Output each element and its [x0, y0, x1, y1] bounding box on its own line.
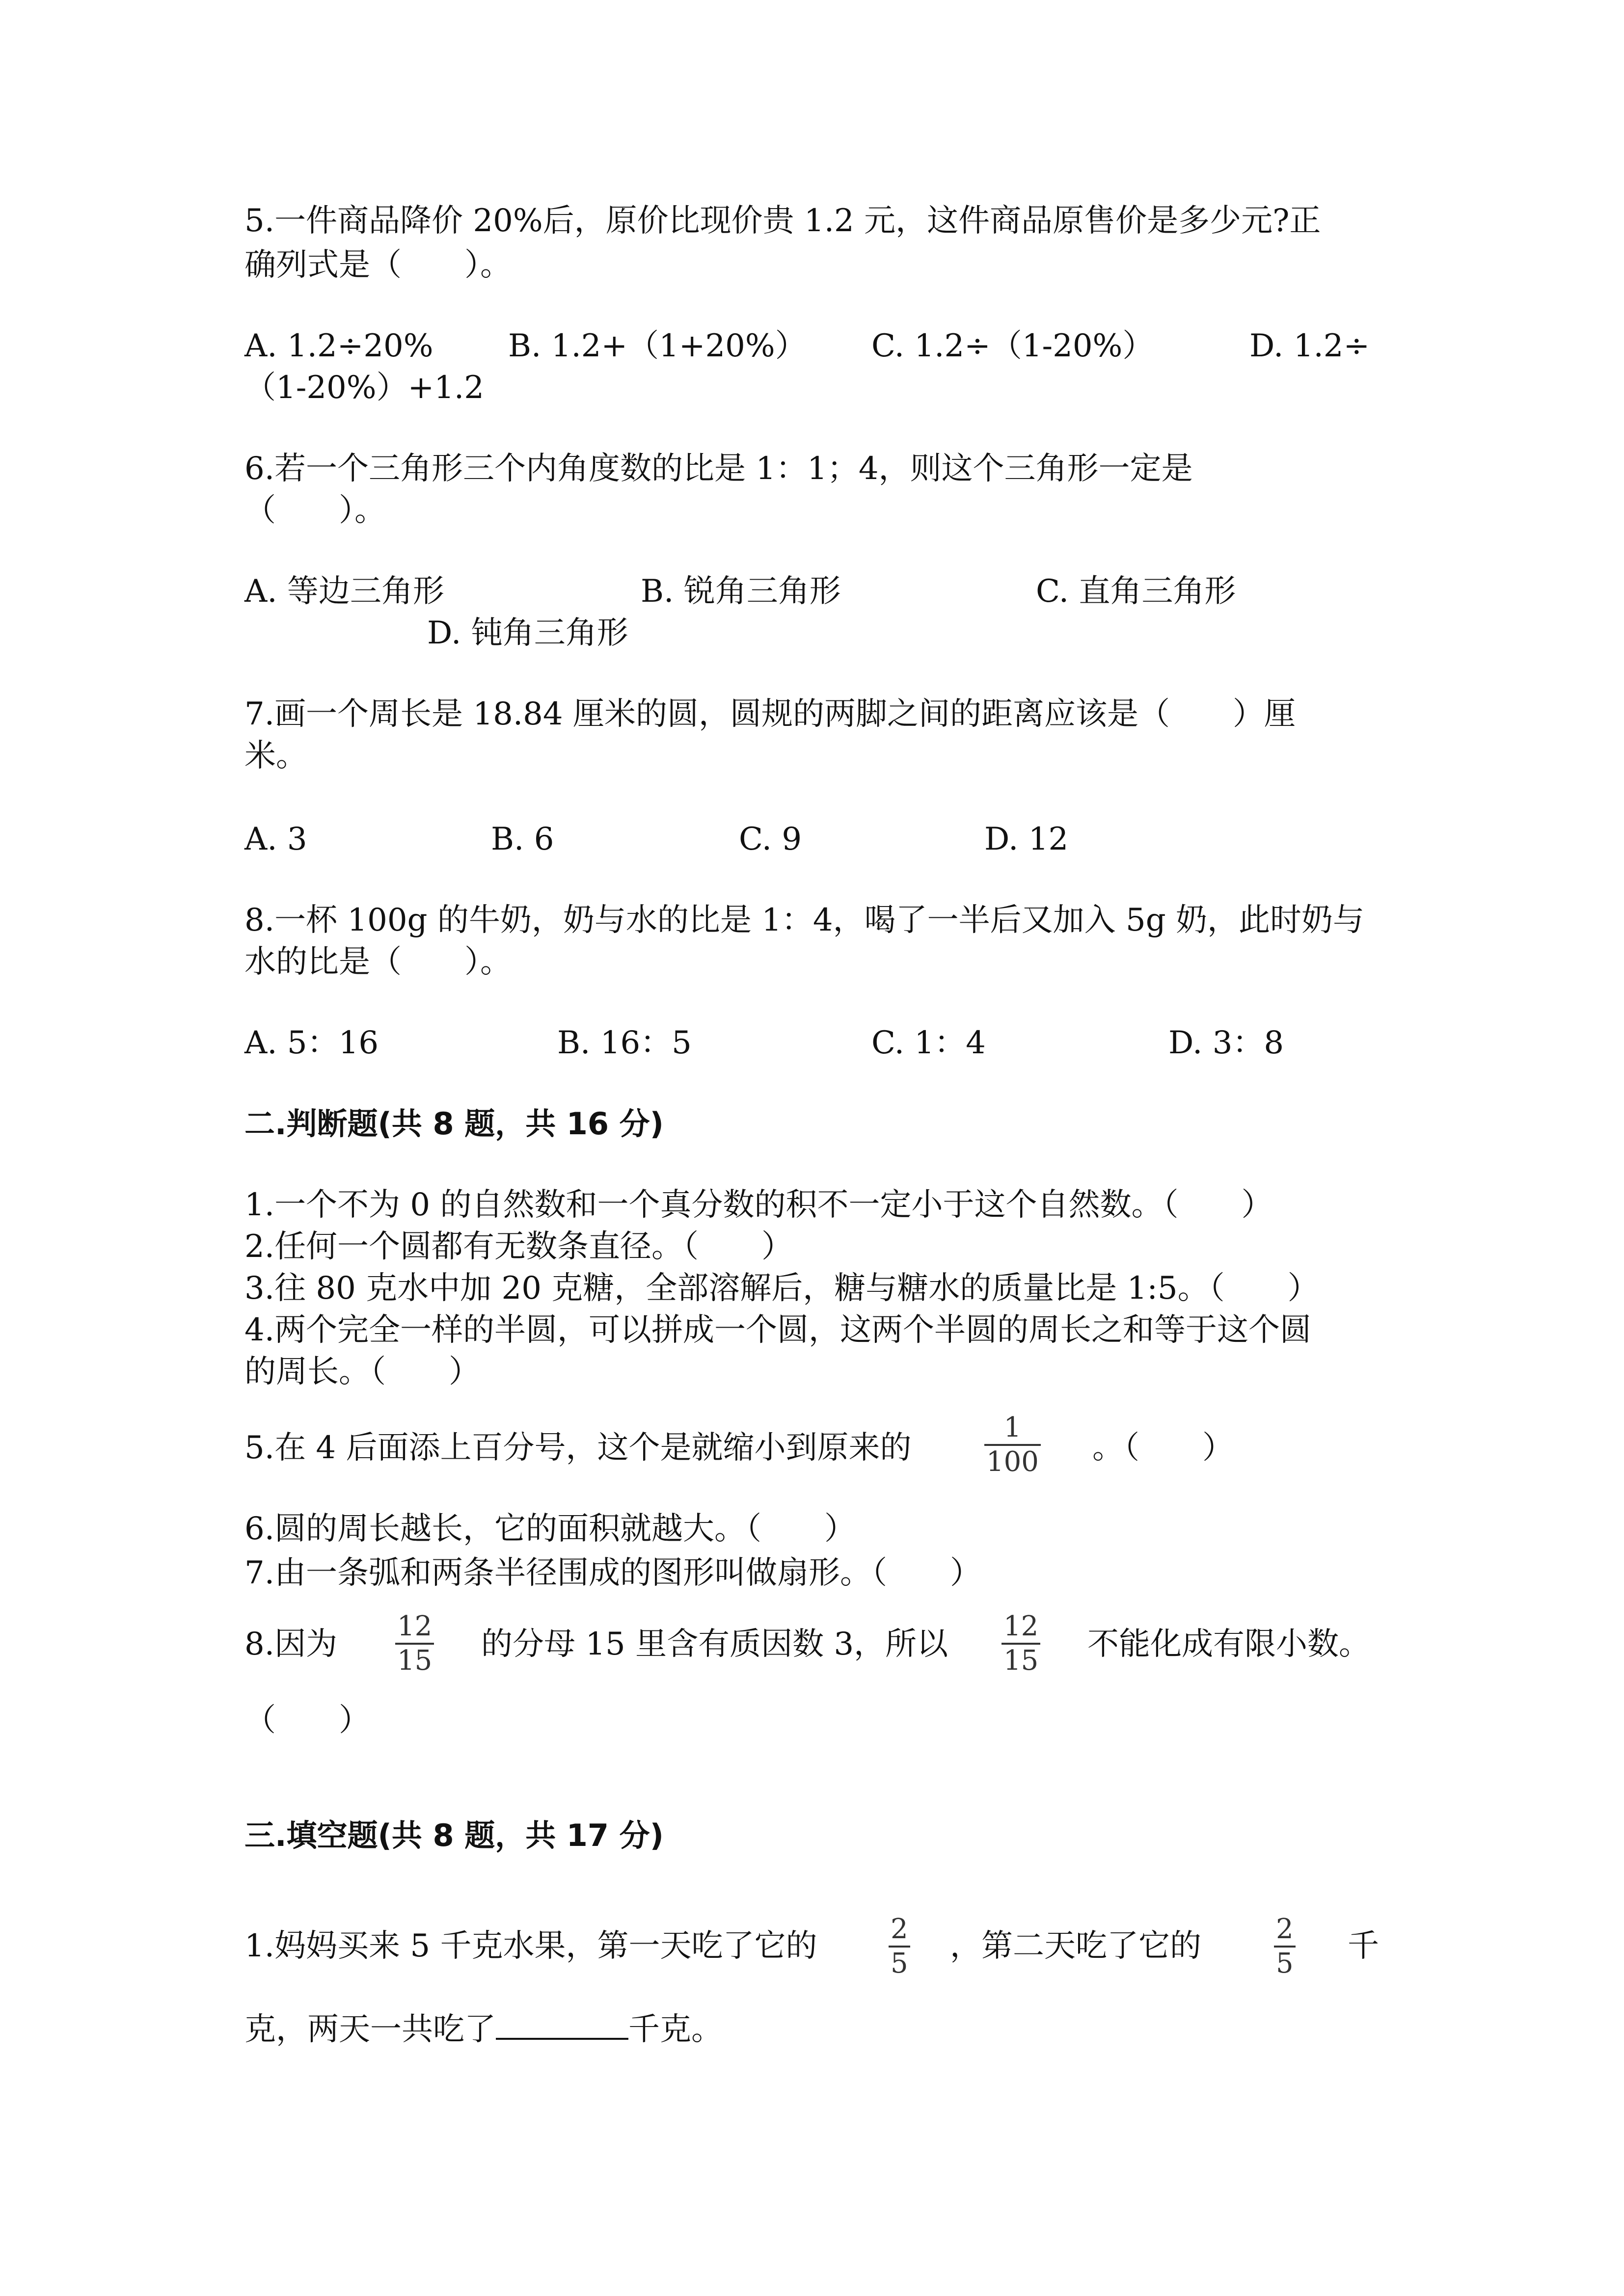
- fraction-numerator: 1: [1003, 1412, 1022, 1443]
- s3-item-1-line2: [244, 2007, 723, 2052]
- s3-item-1-suffix: 千: [1348, 1928, 1379, 1964]
- q8-text-line2: 水的比是（ ）。: [244, 944, 512, 980]
- q7-text-line1: 7.画一个周长是 18.84 厘米的圆，圆规的两脚之间的距离应该是（ ）厘: [244, 696, 1296, 732]
- fraction-numerator: 12: [1003, 1610, 1039, 1642]
- s3-item-1-prefix: 1.妈妈买来 5 千克水果，第一天吃了它的: [244, 1928, 817, 1964]
- s2-item-7: 7.由一条弧和两条半径围成的图形叫做扇形。（ ）: [244, 1555, 982, 1591]
- s2-item-8-prefix: 8.因为: [244, 1626, 338, 1662]
- q6-option-a: A. 等边三角形: [244, 573, 444, 610]
- fraction-numerator: 2: [891, 1913, 908, 1945]
- q5-option-c: C. 1.2÷（1-20%）: [871, 328, 1154, 364]
- q6-text-line1: 6.若一个三角形三个内角度数的比是 1：1；4，则这个三角形一定是: [244, 451, 1193, 487]
- s2-item-4-line1: 4.两个完全一样的半圆，可以拼成一个圆，这两个半圆的周长之和等于这个圆: [244, 1312, 1312, 1348]
- fraction-numerator: 2: [1276, 1913, 1294, 1945]
- section3-heading: 三.填空题(共 8 题，共 17 分): [244, 1817, 664, 1853]
- s3-item-1-line2-prefix: 克，两天一共吃了: [244, 2011, 496, 2048]
- s2-item-8-fraction-2: [1001, 1611, 1040, 1676]
- q6-option-c: C. 直角三角形: [1036, 573, 1236, 610]
- q5-option-a: A. 1.2÷20%: [244, 328, 433, 364]
- s3-item-1-line2-suffix: 千克。: [628, 2011, 723, 2048]
- fraction-denominator: 15: [397, 1645, 433, 1677]
- s3-item-1-fraction-1: [889, 1914, 910, 1979]
- q5-option-b: B. 1.2+（1+20%）: [508, 328, 807, 364]
- answer-blank[interactable]: [496, 2008, 628, 2040]
- s2-item-4-line2: 的周长。（ ）: [244, 1354, 480, 1390]
- q7-text-line2: 米。: [244, 738, 307, 774]
- q6-option-b: B. 锐角三角形: [641, 573, 841, 610]
- s3-item-1-middle: ，第二天吃了它的: [950, 1928, 1201, 1964]
- s2-item-8-fraction-1: [395, 1611, 434, 1676]
- q8-option-d: D. 3：8: [1168, 1025, 1284, 1061]
- q5-option-d-cont: （1-20%）+1.2: [244, 370, 484, 406]
- q5-option-d: D. 1.2÷: [1249, 328, 1370, 364]
- fraction-numerator: 12: [397, 1610, 433, 1642]
- s2-item-3: 3.往 80 克水中加 20 克糖，全部溶解后，糖与糖水的质量比是 1:5。（ ）: [244, 1270, 1319, 1307]
- q7-option-d: D. 12: [984, 821, 1069, 857]
- s2-item-5-suffix: 。（ ）: [1092, 1430, 1234, 1466]
- q5-text-line1: 5.一件商品降价 20%后，原价比现价贵 1.2 元，这件商品原售价是多少元?正: [244, 203, 1321, 239]
- q8-option-c: C. 1：4: [871, 1025, 986, 1061]
- s2-item-5-text: 5.在 4 后面添上百分号，这个是就缩小到原来的: [244, 1430, 912, 1466]
- s2-item-8-suffix: 不能化成有限小数。: [1087, 1626, 1370, 1662]
- section2-heading: 二.判断题(共 8 题，共 16 分): [244, 1106, 664, 1142]
- s2-item-8-middle: 的分母 15 里含有质因数 3，所以: [481, 1626, 948, 1662]
- fraction-denominator: 5: [891, 1948, 908, 1979]
- q6-option-d: D. 钝角三角形: [427, 615, 628, 651]
- fraction-denominator: 15: [1003, 1645, 1039, 1677]
- s2-item-1: 1.一个不为 0 的自然数和一个真分数的积不一定小于这个自然数。（ ）: [244, 1187, 1273, 1223]
- q7-option-b: B. 6: [491, 821, 554, 857]
- s3-item-1-fraction-2: [1274, 1914, 1296, 1979]
- q7-option-c: C. 9: [739, 821, 802, 857]
- s2-item-2: 2.任何一个圆都有无数条直径。（ ）: [244, 1228, 793, 1265]
- q7-option-a: A. 3: [244, 821, 307, 857]
- s2-item-5-fraction: [984, 1413, 1041, 1477]
- s2-item-6: 6.圆的周长越长，它的面积就越大。（ ）: [244, 1511, 856, 1547]
- fraction-denominator: 100: [986, 1446, 1039, 1478]
- q8-option-b: B. 16：5: [557, 1025, 692, 1061]
- q8-text-line1: 8.一杯 100g 的牛奶，奶与水的比是 1：4，喝了一半后又加入 5g 奶，此时奶与: [244, 902, 1365, 938]
- fraction-denominator: 5: [1276, 1948, 1294, 1979]
- q8-option-a: A. 5：16: [244, 1025, 379, 1061]
- s2-item-8-line2: （ ）: [244, 1702, 370, 1738]
- q5-text-line2: 确列式是（ ）。: [244, 247, 512, 283]
- q6-text-line2: （ ）。: [244, 492, 386, 529]
